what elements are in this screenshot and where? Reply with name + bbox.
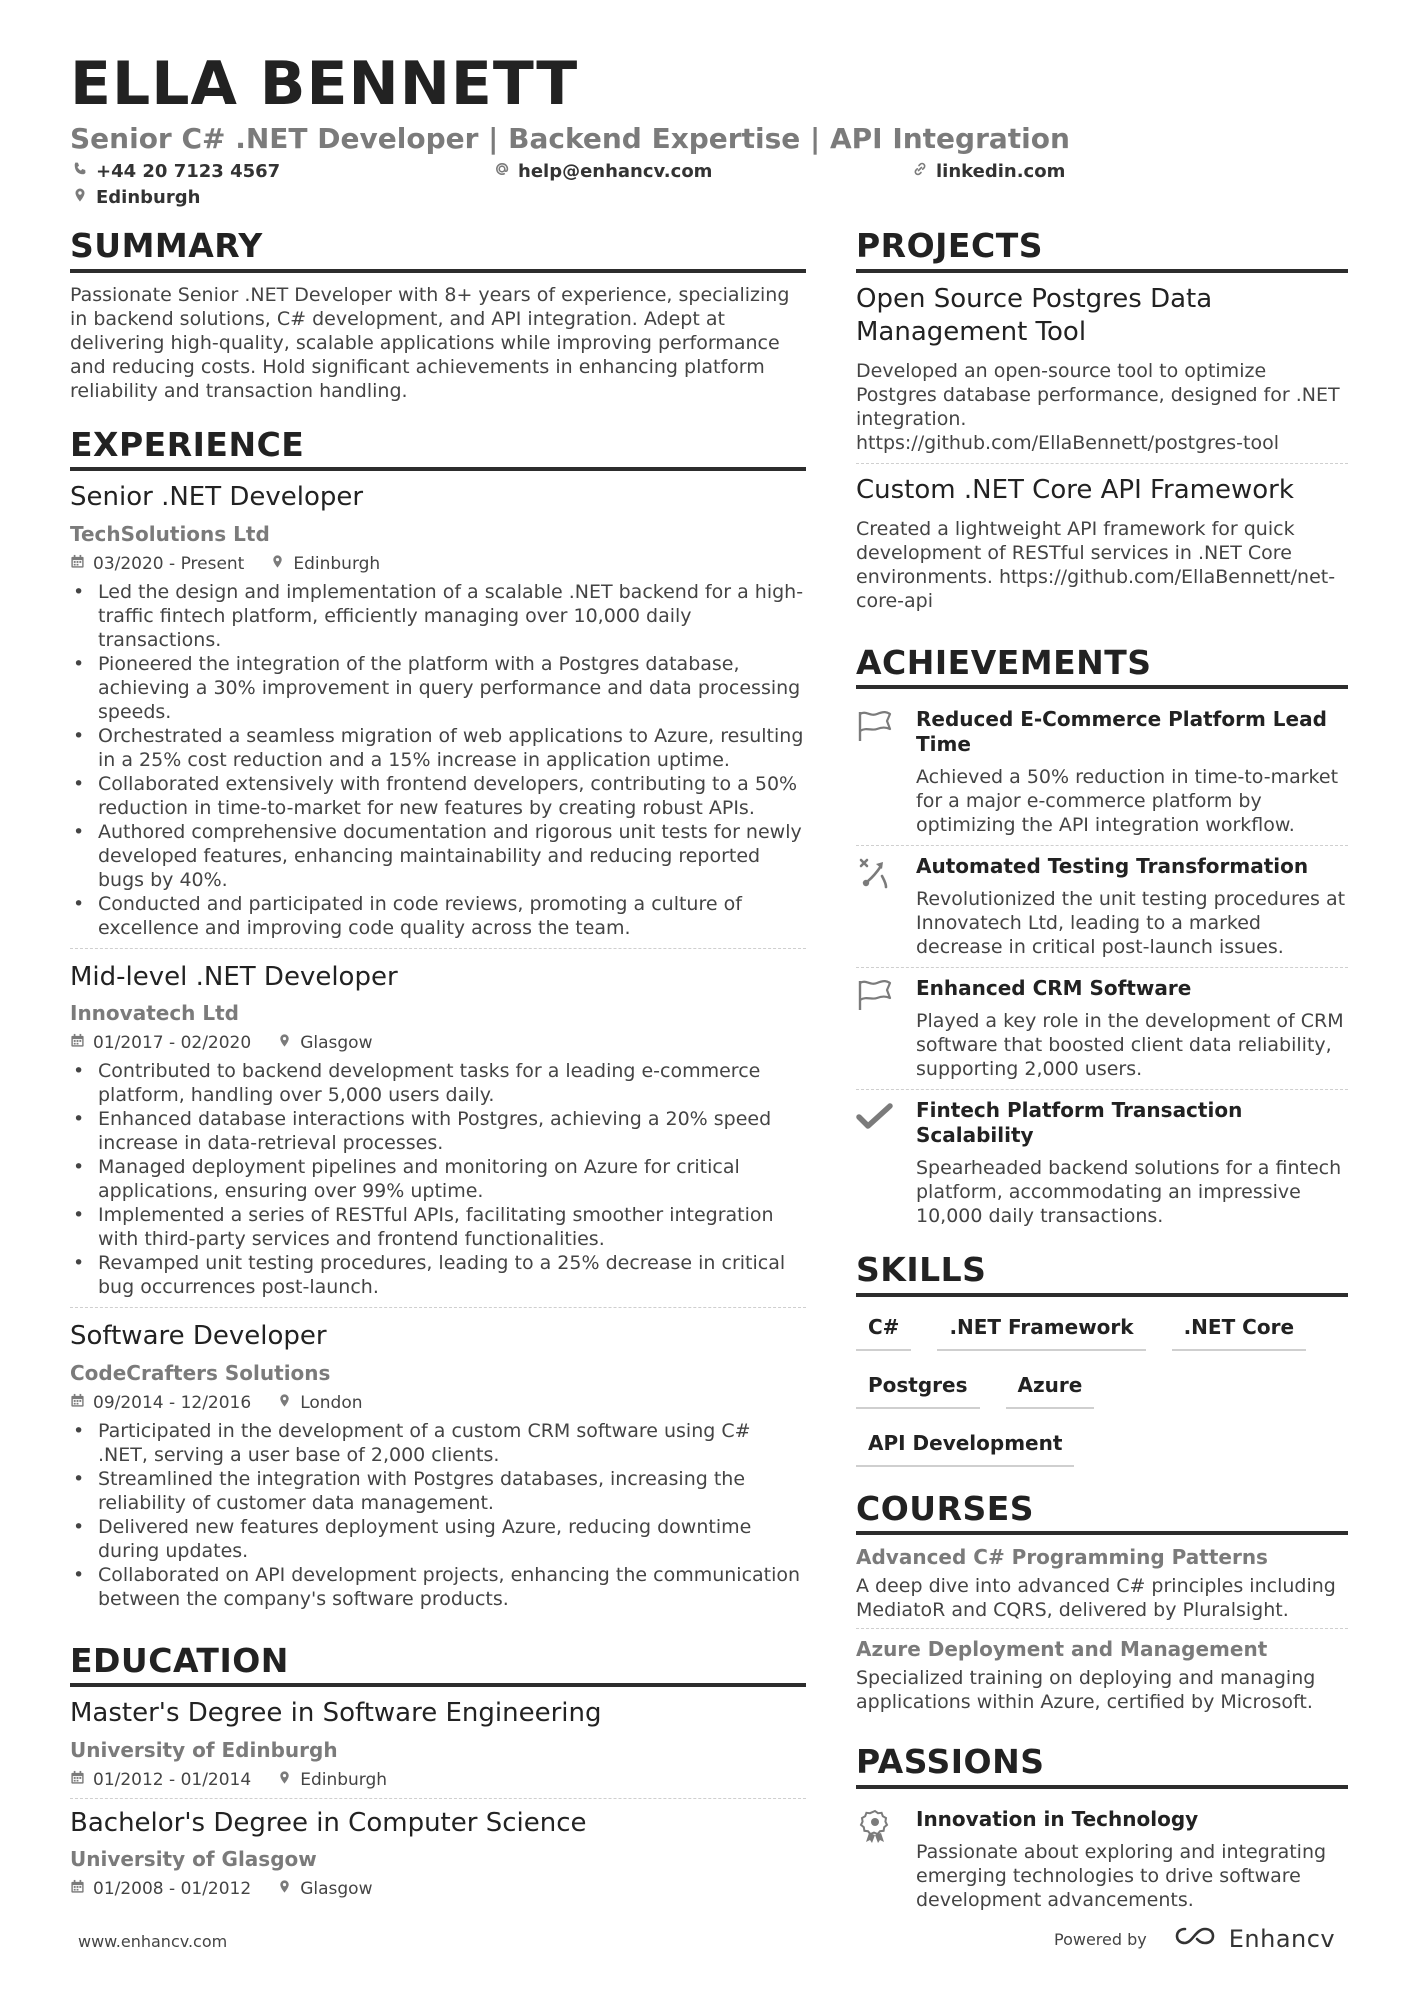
powered-by-text: Powered by [1054, 1929, 1147, 1949]
footer-branding[interactable] [1054, 1924, 1335, 1954]
calendar-icon [70, 1393, 85, 1413]
education-dates: 01/2008 - 01/2012 [93, 1879, 252, 1900]
education-meta [70, 1879, 806, 1899]
job-bullet: • Implemented a series of RESTful APIs, facilitating smoother integration with third-party services and frontend functionalities. [70, 1203, 806, 1251]
job-bullet: • Enhanced database interactions with Postgres, achieving a 20% speed increase in data-retrieval processes. [70, 1107, 806, 1155]
job-bullets [70, 1419, 806, 1611]
job-bullet: • Orchestrated a seamless migration of web applications to Azure, resulting in a 25% cost reduction and a 15% increase in application uptime. [70, 724, 806, 772]
location-pin-icon [270, 554, 285, 574]
skill-tag: .NET Core [1172, 1307, 1306, 1351]
job-bullets [70, 580, 806, 940]
job-bullet: • Streamlined the integration with Postgres databases, increasing the reliability of customer data management. [70, 1467, 806, 1515]
job-meta [70, 1033, 806, 1053]
job-meta [70, 1393, 806, 1413]
summary-heading: SUMMARY [70, 226, 806, 273]
left-column [70, 226, 806, 1915]
school-name: University of Glasgow [70, 1847, 317, 1872]
course-description: Specialized training on deploying and managing applications within Azure, certified by Microsoft. [856, 1667, 1316, 1714]
phone-icon [72, 161, 88, 182]
achievement-entry [856, 1090, 1348, 1236]
job-bullet: • Authored comprehensive documentation and rigorous unit tests for newly developed features, enhancing maintainability and reducing reported bugs by 40%. [70, 820, 806, 892]
project-entry [856, 283, 1348, 464]
education-entry [70, 1807, 806, 1908]
strategy-icon [856, 854, 916, 959]
skill-tag: .NET Framework [937, 1307, 1145, 1351]
job-title: Software Developer [70, 1321, 327, 1352]
footer-website-link[interactable]: www.enhancv.com [78, 1932, 228, 1951]
candidate-name: ELLA BENNETT [70, 49, 579, 119]
location-text: Edinburgh [96, 187, 201, 208]
course-title: Advanced C# Programming Patterns [856, 1545, 1268, 1570]
skill-tag: C# [856, 1307, 911, 1351]
courses-heading: COURSES [856, 1489, 1348, 1536]
location-pin-icon [277, 1770, 292, 1790]
job-bullet: • Collaborated on API development projects, enhancing the communication between the company's software products. [70, 1563, 806, 1611]
achievement-description: Spearheaded backend solutions for a fintech platform, accommodating an impressive 10,000 daily transactions. [916, 1157, 1342, 1228]
calendar-icon [70, 1033, 85, 1053]
degree-title: Bachelor's Degree in Computer Science [70, 1807, 587, 1838]
achievements-heading: ACHIEVEMENTS [856, 643, 1348, 690]
education-meta [70, 1770, 806, 1790]
passion-entry [856, 1799, 1348, 1920]
course-entry [856, 1545, 1348, 1629]
job-bullet: • Revamped unit testing procedures, leading to a 25% decrease in critical bug occurrences post-launch. [70, 1251, 806, 1299]
location-pin-icon [72, 187, 88, 208]
linkedin-text: linkedin.com [936, 161, 1066, 182]
skill-tag: API Development [856, 1423, 1074, 1467]
course-title: Azure Deployment and Management [856, 1637, 1268, 1662]
candidate-tagline: Senior C# .NET Developer | Backend Expertise | API Integration [70, 122, 1070, 155]
achievement-title: Fintech Platform Transaction Scalability [916, 1098, 1243, 1148]
job-dates: 03/2020 - Present [93, 553, 245, 574]
achievement-title: Automated Testing Transformation [916, 854, 1309, 879]
job-title: Senior .NET Developer [70, 482, 364, 513]
job-bullet: • Participated in the development of a custom CRM software using C# .NET, serving a user base of 2,000 clients. [70, 1419, 806, 1467]
job-meta [70, 554, 806, 574]
passion-description: Passionate about exploring and integrating emerging technologies to drive software development advancements. [916, 1840, 1327, 1911]
flag-icon [856, 707, 916, 837]
skill-tag: Azure [1006, 1365, 1095, 1409]
contact-phone[interactable] [72, 161, 280, 182]
location-pin-icon [277, 1393, 292, 1413]
location-pin-icon [277, 1033, 292, 1053]
at-icon [494, 161, 510, 182]
degree-title: Master's Degree in Software Engineering [70, 1698, 602, 1729]
education-location: Edinburgh [300, 1769, 388, 1790]
job-location: Glasgow [300, 1033, 373, 1054]
achievement-description: Played a key role in the development of CRM software that boosted client data reliability, supporting 2,000 users. [916, 1010, 1344, 1081]
achievement-entry [856, 968, 1348, 1090]
link-icon [912, 161, 928, 182]
job-bullet: • Managed deployment pipelines and monitoring on Azure for critical applications, ensuring over 99% uptime. [70, 1155, 806, 1203]
skill-tag: Postgres [856, 1365, 980, 1409]
job-bullet: • Collaborated extensively with frontend developers, contributing to a 50% reduction in time-to-market for new features by creating robust APIs. [70, 772, 806, 820]
achievement-description: Revolutionized the unit testing procedures at Innovatech Ltd, leading to a marked decrease in critical post-launch issues. [916, 888, 1346, 959]
job-location: London [300, 1392, 363, 1413]
experience-heading: EXPERIENCE [70, 425, 806, 472]
contact-email[interactable] [494, 161, 712, 182]
right-column [856, 226, 1348, 1934]
achievement-entry [856, 846, 1348, 968]
job-bullet: • Pioneered the integration of the platform with a Postgres database, achieving a 30% improvement in query performance and data processing speeds. [70, 652, 806, 724]
phone-text: +44 20 7123 4567 [96, 161, 281, 182]
contact-location [72, 187, 200, 208]
job-dates: 09/2014 - 12/2016 [93, 1392, 252, 1413]
brand-logo [1173, 1924, 1335, 1954]
achievement-entry [856, 699, 1348, 846]
experience-entry [70, 961, 806, 1309]
skills-list [856, 1307, 1316, 1467]
brand-name: Enhancv [1228, 1925, 1336, 1953]
company-name: TechSolutions Ltd [70, 521, 270, 546]
job-location: Edinburgh [293, 553, 381, 574]
summary-text: Passionate Senior .NET Developer with 8+ years of experience, specializing in backend solutions, C# development, and API integration. Adept at delivering high-quality, scalable applications while improving performance and reducing costs. Hold significant achievements in enhancing platform reliability and transaction handling. [70, 283, 790, 402]
calendar-icon [70, 1770, 85, 1790]
email-text: help@enhancv.com [518, 161, 713, 182]
job-bullet: • Delivered new features deployment using Azure, reducing downtime during updates. [70, 1515, 806, 1563]
project-entry [856, 474, 1348, 621]
job-bullet: • Conducted and participated in code reviews, promoting a culture of excellence and improving code quality across the team. [70, 892, 806, 940]
job-dates: 01/2017 - 02/2020 [93, 1033, 252, 1054]
skills-heading: SKILLS [856, 1250, 1348, 1297]
calendar-icon [70, 1879, 85, 1899]
project-title: Open Source Postgres Data Management Tool [856, 283, 1213, 347]
projects-heading: PROJECTS [856, 226, 1348, 273]
passion-title: Innovation in Technology [916, 1806, 1199, 1831]
education-heading: EDUCATION [70, 1641, 806, 1688]
location-pin-icon [277, 1879, 292, 1899]
achievement-description: Achieved a 50% reduction in time-to-market for a major e-commerce platform by optimizing the API integration workflow. [916, 766, 1339, 837]
education-location: Glasgow [300, 1879, 373, 1900]
education-entry [70, 1697, 806, 1799]
company-name: Innovatech Ltd [70, 1001, 239, 1026]
project-title: Custom .NET Core API Framework [856, 474, 1294, 505]
job-title: Mid-level .NET Developer [70, 961, 398, 992]
contact-linkedin[interactable] [912, 161, 1065, 182]
job-bullet: • Contributed to backend development tasks for a leading e-commerce platform, handling over 5,000 users daily. [70, 1059, 806, 1107]
passions-heading: PASSIONS [856, 1742, 1348, 1789]
award-icon [856, 1807, 916, 1912]
experience-entry [70, 481, 806, 949]
project-description: Created a lightweight API framework for quick development of RESTful services in .NET Core environments. https://github.com/EllaBennett/net-core-api [856, 517, 1336, 612]
school-name: University of Edinburgh [70, 1737, 338, 1762]
course-entry [856, 1637, 1348, 1720]
achievement-title: Enhanced CRM Software [916, 976, 1192, 1001]
achievement-title: Reduced E-Commerce Platform Lead Time [916, 707, 1327, 757]
experience-entry [70, 1320, 806, 1619]
infinity-logo-icon [1173, 1924, 1219, 1954]
checkmark-icon [856, 1098, 916, 1228]
job-bullet: • Led the design and implementation of a scalable .NET backend for a high-traffic fintech platform, efficiently managing over 10,000 daily transactions. [70, 580, 806, 652]
course-description: A deep dive into advanced C# principles including MediatoR and CQRS, delivered by Pluralsight. [856, 1575, 1336, 1622]
project-description: Developed an open-source tool to optimize Postgres database performance, designed for .NET integration. https://github.com/EllaBennett/postgres-tool [856, 359, 1340, 454]
company-name: CodeCrafters Solutions [70, 1360, 331, 1385]
calendar-icon [70, 554, 85, 574]
flag-icon [856, 976, 916, 1081]
education-dates: 01/2012 - 01/2014 [93, 1769, 252, 1790]
job-bullets [70, 1059, 806, 1299]
